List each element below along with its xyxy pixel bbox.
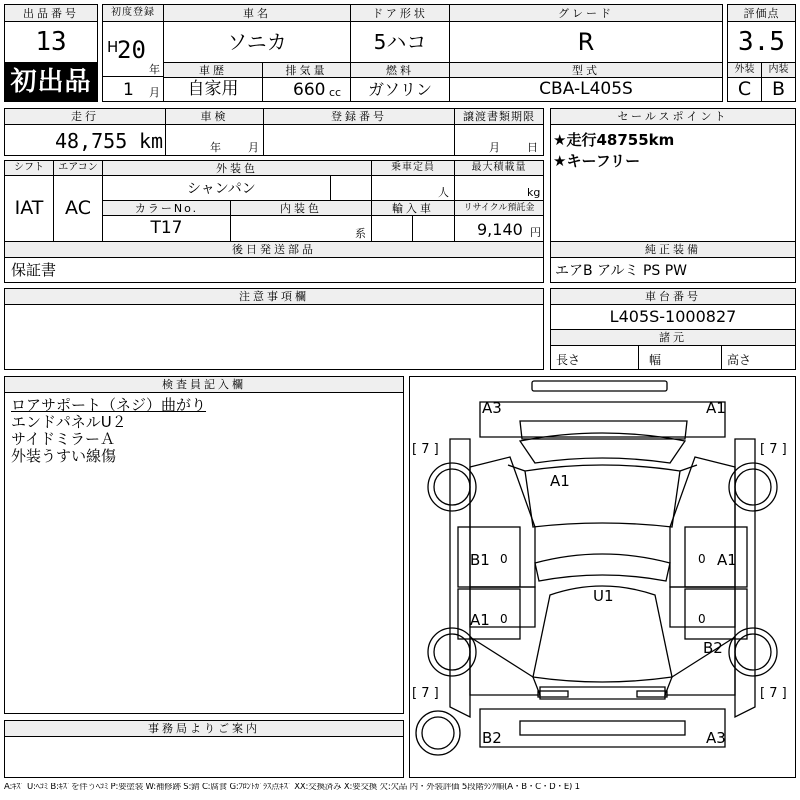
model-code: CBA-L405S — [449, 77, 723, 102]
genuine-equipment: エアB アルミ PS PW — [555, 263, 688, 279]
recycle-fee-value: 9,140 — [477, 220, 523, 239]
import-label: 輸入車 — [371, 200, 455, 216]
door-type-label: ドア形状 — [350, 4, 450, 22]
genuine-equipment-label: 純正装備 — [550, 241, 796, 258]
first-reg-month: 1 — [123, 80, 134, 100]
inspection-label: 車検 — [165, 108, 264, 125]
score: 3.5 — [727, 21, 796, 63]
model-code-label: 型式 — [449, 62, 723, 78]
displacement-cell — [262, 77, 351, 102]
inspector-note-3: サイドミラーＡ — [11, 430, 115, 448]
import-cell-1 — [371, 215, 413, 242]
damage-front-right: A3 — [706, 729, 726, 747]
reg-number — [263, 124, 455, 156]
door-type: 5ハコ — [350, 21, 450, 63]
color-no: T17 — [102, 215, 231, 242]
interior-color-unit: 系 — [355, 227, 366, 240]
interior-color-label: 内装色 — [230, 200, 372, 216]
shift-label: シフト — [4, 160, 54, 176]
lot-number-label: 出品番号 — [4, 4, 98, 22]
max-load-unit: kg — [527, 186, 541, 199]
chassis-label: 車台番号 — [550, 288, 796, 305]
car-name-label: 車名 — [163, 4, 351, 22]
legend: A:ｷｽﾞ U:ﾍｺﾐ B:ｷｽﾞを伴うﾍｺﾐ P:要塗装 W:補修跡 S:錆 C:腐食 G:ﾌﾛﾝﾄｶﾞﾗｽ点ｷｽﾞ XX:交換済み X:要交換 欠:欠品 内・外装評価 5段階ﾗﾝｸ順(A・B・C・D・E) 1 — [4, 783, 580, 792]
exterior-color-label: 外装色 — [102, 160, 372, 176]
mileage-label: 走行 — [4, 108, 166, 125]
diagram-tire-front-right — [729, 628, 777, 676]
spec-length: 長さ — [556, 353, 581, 367]
recycle-fee-label: リサイクル預託金 — [454, 200, 544, 216]
spec-height: 高さ — [727, 353, 752, 367]
transfer-deadline-label: 譲渡書類期限 — [454, 108, 544, 125]
transfer-deadline-month-unit: 月 — [489, 141, 500, 154]
sales-points-box — [550, 124, 796, 242]
inspector-note-2: エンドパネルU２ — [11, 413, 127, 431]
first-reg-year: 20 — [117, 36, 146, 64]
inspection-month-unit: 月 — [248, 141, 259, 154]
diagram-right-front-fender — [665, 637, 735, 695]
max-load-cell — [454, 175, 544, 201]
first-reg-year-cell — [102, 21, 164, 77]
first-reg-era: H — [107, 38, 119, 56]
spec-width: 幅 — [649, 353, 662, 367]
damage-rear-left: A3 — [482, 399, 502, 417]
car-diagram — [410, 377, 795, 777]
exterior-color-cell — [102, 175, 331, 201]
aircon: AC — [53, 175, 103, 242]
import-cell-2 — [412, 215, 455, 242]
later-parts: 保証書 — [11, 261, 57, 279]
lot-number: 13 — [35, 27, 67, 57]
spec-width-cell — [638, 345, 722, 370]
car-diagram-box — [409, 376, 796, 778]
tire-mark-front-left: [ 7 ] — [412, 686, 439, 701]
diagram-left-front-fender — [470, 637, 540, 695]
first-reg-year-unit: 年 — [149, 63, 160, 76]
aircon-label: エアコン — [53, 160, 103, 176]
lot-number-cell — [4, 21, 98, 63]
first-reg-month-unit: 月 — [149, 86, 160, 99]
sales-point-2: ★キーフリー — [553, 152, 641, 170]
transfer-deadline-cell — [454, 124, 544, 156]
diagram-tire-rear-right — [729, 463, 777, 511]
mileage-unit: km — [139, 129, 164, 153]
capacity-label: 乗車定員 — [371, 160, 455, 176]
chassis-number: L405S-1000827 — [550, 304, 796, 330]
damage-right-rear-door: A1 — [717, 551, 737, 569]
door-zero-right-rear: 0 — [698, 552, 706, 566]
diagram-roof — [525, 465, 680, 527]
diagram-front-lower-grille — [520, 721, 685, 735]
diagram-rear-spoiler — [532, 381, 667, 391]
damage-rear-right: A1 — [706, 399, 726, 417]
max-load-label: 最大積載量 — [454, 160, 544, 176]
shift: IAT — [4, 175, 54, 242]
inspector-label: 検査員記入欄 — [4, 376, 404, 393]
sales-points-label: セールスポイント — [550, 108, 796, 125]
damage-roof: A1 — [550, 472, 570, 490]
tire-mark-rear-left: [ 7 ] — [412, 442, 439, 457]
door-zero-left-rear: 0 — [500, 552, 508, 566]
inspector-note-4: 外装うすい線傷 — [11, 447, 117, 465]
diagram-tire-rear-left — [428, 463, 476, 511]
recycle-fee-cell — [454, 215, 544, 242]
diagram-front-bumper — [480, 709, 725, 747]
displacement-value: 660 — [293, 80, 326, 100]
capacity-unit: 人 — [438, 186, 449, 199]
exterior-grade-label: 外装 — [727, 62, 762, 78]
displacement-label: 排気量 — [262, 62, 351, 78]
office-label: 事務局よりご案内 — [4, 720, 404, 737]
first-listing-badge: 初出品 — [4, 62, 98, 102]
interior-grade: B — [761, 77, 796, 102]
exterior-grade: C — [727, 77, 762, 102]
later-parts-cell — [4, 257, 544, 283]
damage-front-left: B2 — [482, 729, 502, 747]
diagram-headlight-left — [538, 691, 568, 697]
history-label: 車歴 — [163, 62, 263, 78]
spec-length-cell — [550, 345, 639, 370]
fuel: ガソリン — [350, 77, 450, 102]
grade: R — [449, 21, 723, 63]
notes-label: 注意事項欄 — [4, 288, 544, 305]
inspector-notes-box — [4, 392, 404, 714]
diagram-windshield — [535, 554, 670, 581]
exterior-color: シャンパン — [187, 181, 256, 197]
tire-mark-front-right: [ 7 ] — [760, 686, 787, 701]
score-label: 評価点 — [727, 4, 796, 22]
mileage-cell — [4, 124, 166, 156]
sales-point-1: ★走行48755km — [553, 131, 675, 149]
diagram-right-rear-door — [685, 527, 747, 587]
first-reg-month-cell — [102, 76, 164, 102]
diagram-rear-bumper — [480, 402, 725, 437]
damage-hood: U1 — [593, 587, 614, 605]
later-parts-label: 後日発送部品 — [4, 241, 544, 258]
interior-color-cell — [230, 215, 372, 242]
damage-left-rear-door: B1 — [470, 551, 490, 569]
fuel-label: 燃料 — [350, 62, 450, 78]
first-reg-label: 初度登録 — [102, 4, 164, 22]
grade-label: グレード — [449, 4, 723, 22]
diagram-right-front-door — [685, 589, 747, 639]
specs-label: 諸元 — [550, 329, 796, 346]
car-name: ソニカ — [163, 21, 351, 63]
genuine-equipment-cell — [550, 257, 796, 283]
damage-left-front-door: A1 — [470, 611, 490, 629]
damage-right-front-fender: B2 — [703, 639, 723, 657]
diagram-tire-front-left — [428, 628, 476, 676]
office-box — [4, 736, 404, 778]
inspector-note-1: ロアサポート（ネジ）曲がり — [11, 396, 207, 414]
inspection-year-unit: 年 — [210, 141, 221, 154]
tire-mark-rear-right: [ 7 ] — [760, 442, 787, 457]
recycle-fee-unit: 円 — [530, 226, 541, 239]
door-zero-right-front: 0 — [698, 612, 706, 626]
spec-height-cell — [721, 345, 796, 370]
inspection-cell — [165, 124, 264, 156]
exterior-color-extra — [330, 175, 372, 201]
displacement-unit: cc — [329, 86, 342, 99]
capacity-cell — [371, 175, 455, 201]
color-no-label: カラーNo. — [102, 200, 231, 216]
history: 自家用 — [163, 77, 263, 102]
mileage-value: 48,755 — [55, 129, 128, 153]
door-zero-left-front: 0 — [500, 612, 508, 626]
reg-number-label: 登録番号 — [263, 108, 455, 125]
transfer-deadline-day-unit: 日 — [527, 141, 538, 154]
diagram-headlight-right — [637, 691, 667, 697]
notes-box — [4, 304, 544, 370]
interior-grade-label: 内装 — [761, 62, 796, 78]
